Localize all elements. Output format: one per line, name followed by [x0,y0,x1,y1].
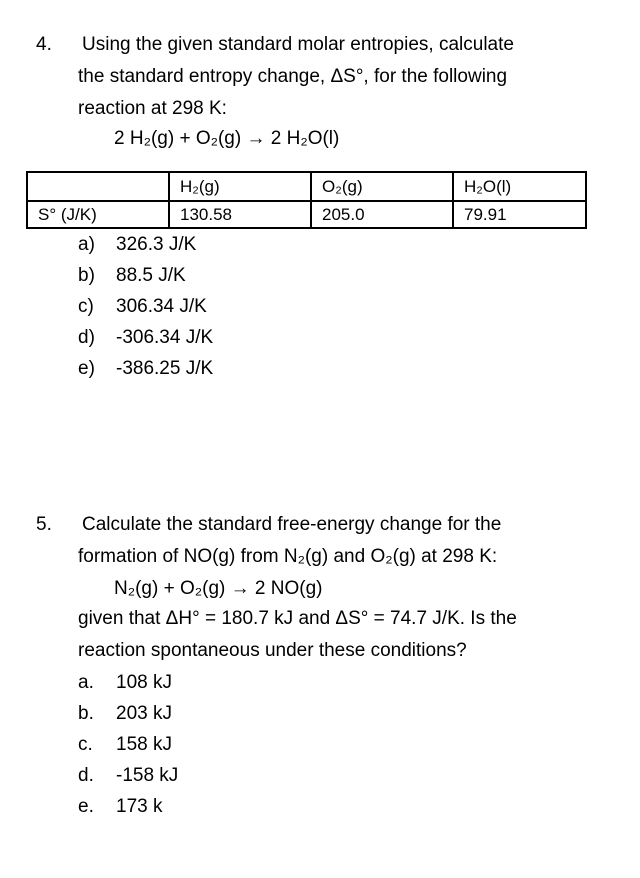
choice-label: d. [78,765,94,786]
choice-label: a. [78,672,94,693]
choice-text: -386.25 J/K [116,358,214,379]
table-header-row [27,172,586,201]
choice-item[interactable] [78,265,213,296]
question-4-text-line1: Using the given standard molar entropies, calculate [82,34,514,55]
choice-item[interactable] [78,734,178,765]
choice-text: 326.3 J/K [116,234,197,255]
choice-label: a) [78,234,95,255]
choice-text: -158 kJ [116,765,179,786]
question-5-text-line2: formation of NO(g) from N₂(g) and O₂(g) at 298 K: [78,546,498,567]
question-4-number: 4. [36,34,52,55]
question-4-text-line3: reaction at 298 K: [78,98,227,119]
table-header-cell: O₂(g) [311,172,453,201]
table-cell: 130.58 [169,201,311,228]
choice-text: 158 kJ [116,734,172,755]
choice-text: 173 k [116,796,163,817]
choice-text: 203 kJ [116,703,172,724]
table-header-cell [27,172,169,201]
choice-item[interactable] [78,703,178,734]
table-row [27,201,586,228]
choice-item[interactable] [78,327,213,358]
question-5-text-line4: reaction spontaneous under these conditions? [78,640,467,661]
choice-label: b) [78,265,95,286]
choice-item[interactable] [78,672,178,703]
table-cell: 205.0 [311,201,453,228]
question-5-equation: N₂(g) + O₂(g) → 2 NO(g) [114,578,323,599]
entropy-table [26,171,587,229]
question-5-text-line3: given that ΔH° = 180.7 kJ and ΔS° = 74.7 J/K. Is the [78,608,517,629]
question-5-number: 5. [36,514,52,535]
question-5-text-line1: Calculate the standard free-energy change for the [82,514,502,535]
choice-item[interactable] [78,796,178,827]
choice-item[interactable] [78,234,213,265]
choice-label: b. [78,703,94,724]
table-cell: S° (J/K) [27,201,169,228]
choice-label: c) [78,296,94,317]
question-4-equation: 2 H₂(g) + O₂(g) → 2 H₂O(l) [114,128,340,149]
choice-text: -306.34 J/K [116,327,214,348]
choice-label: e) [78,358,95,379]
choice-item[interactable] [78,296,213,327]
table-header-cell: H₂(g) [169,172,311,201]
choice-item[interactable] [78,358,213,389]
choice-item[interactable] [78,765,178,796]
choice-label: e. [78,796,94,817]
table-cell: 79.91 [453,201,586,228]
choice-label: d) [78,327,95,348]
choice-text: 88.5 J/K [116,265,186,286]
question-4-choices [78,234,213,389]
choice-text: 306.34 J/K [116,296,207,317]
question-5-choices [78,672,178,827]
question-4-text-line2: the standard entropy change, ΔS°, for the following [78,66,508,87]
table-header-cell: H₂O(l) [453,172,586,201]
choice-label: c. [78,734,93,755]
choice-text: 108 kJ [116,672,172,693]
